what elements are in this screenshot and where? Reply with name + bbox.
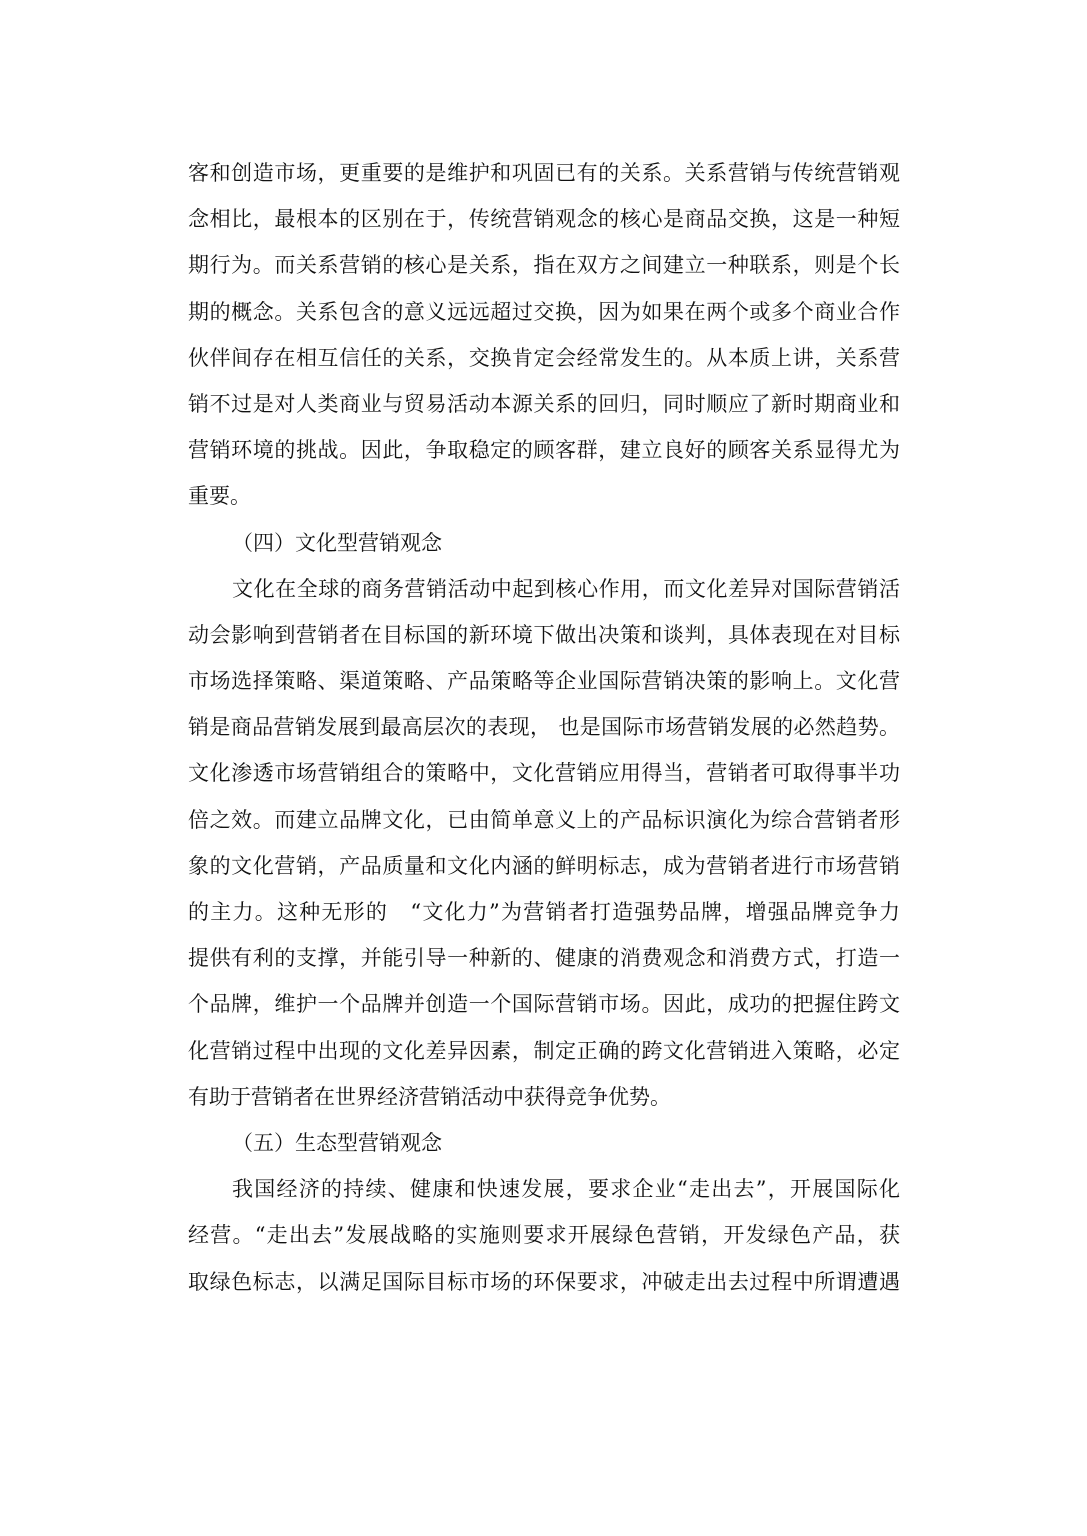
paragraph-ecology-marketing: [188, 1166, 900, 1305]
text-line: 提供有利的支撑，并能引导一种新的、健康的消费观念和消费方式，打造一: [188, 946, 900, 971]
text-line: 文化渗透市场营销组合的策略中，文化营销应用得当，营销者可取得事半功: [188, 761, 900, 786]
text-line: 念相比，最根本的区别在于，传统营销观念的核心是商品交换，这是一种短: [188, 207, 900, 232]
text-line: 化营销过程中出现的文化差异因素，制定正确的跨文化营销进入策略，必定: [188, 1038, 900, 1063]
text-line: 的主力。这种无形的 “文化力”为营销者打造强势品牌，增强品牌竞争力: [188, 900, 900, 924]
text-line: 个品牌，维护一个品牌并创造一个国际营销市场。因此，成功的把握住跨文: [188, 992, 900, 1017]
paragraph-relationship-marketing: [188, 150, 900, 520]
text-line: 销不过是对人类商业与贸易活动本源关系的回归，同时顺应了新时期商业和: [188, 391, 900, 416]
text-line: 文化在全球的商务营销活动中起到核心作用，而文化差异对国际营销活: [232, 576, 900, 601]
paragraph-culture-marketing: [188, 566, 900, 1120]
text-line: 销是商品营销发展到最高层次的表现， 也是国际市场营销发展的必然趋势。: [188, 715, 900, 740]
text-line: 市场选择策略、渠道策略、产品策略等企业国际营销决策的影响上。文化营: [188, 669, 900, 694]
text-line: 伙伴间存在相互信任的关系，交换肯定会经常发生的。从本质上讲，关系营: [188, 345, 900, 370]
section-heading-ecology: （五）生态型营销观念: [232, 1130, 442, 1155]
text-line: 动会影响到营销者在目标国的新环境下做出决策和谈判，具体表现在对目标: [188, 622, 900, 647]
text-line: 期的概念。关系包含的意义远远超过交换，因为如果在两个或多个商业合作: [188, 299, 900, 324]
document-page: [188, 150, 900, 1305]
text-line: 重要。: [188, 484, 251, 509]
text-line: 取绿色标志，以满足国际目标市场的环保要求，冲破走出去过程中所谓遭遇: [188, 1269, 900, 1294]
text-line: 经营。“走出去”发展战略的实施则要求开展绿色营销，开发绿色产品，获: [188, 1223, 900, 1248]
text-line: 营销环境的挑战。因此，争取稳定的顾客群，建立良好的顾客关系显得尤为: [188, 438, 900, 463]
text-line: 象的文化营销，产品质量和文化内涵的鲜明标志，成为营销者进行市场营销: [188, 853, 900, 878]
text-line: 有助于营销者在世界经济营销活动中获得竞争优势。: [188, 1084, 671, 1109]
text-line: 倍之效。而建立品牌文化，已由简单意义上的产品标识演化为综合营销者形: [188, 807, 900, 832]
text-line: 客和创造市场，更重要的是维护和巩固已有的关系。关系营销与传统营销观: [188, 161, 900, 185]
text-line: 我国经济的持续、健康和快速发展，要求企业“走出去”，开展国际化: [232, 1177, 900, 1202]
section-heading-culture: （四）文化型营销观念: [232, 530, 442, 555]
text-line: 期行为。而关系营销的核心是关系，指在双方之间建立一种联系，则是个长: [188, 253, 900, 278]
